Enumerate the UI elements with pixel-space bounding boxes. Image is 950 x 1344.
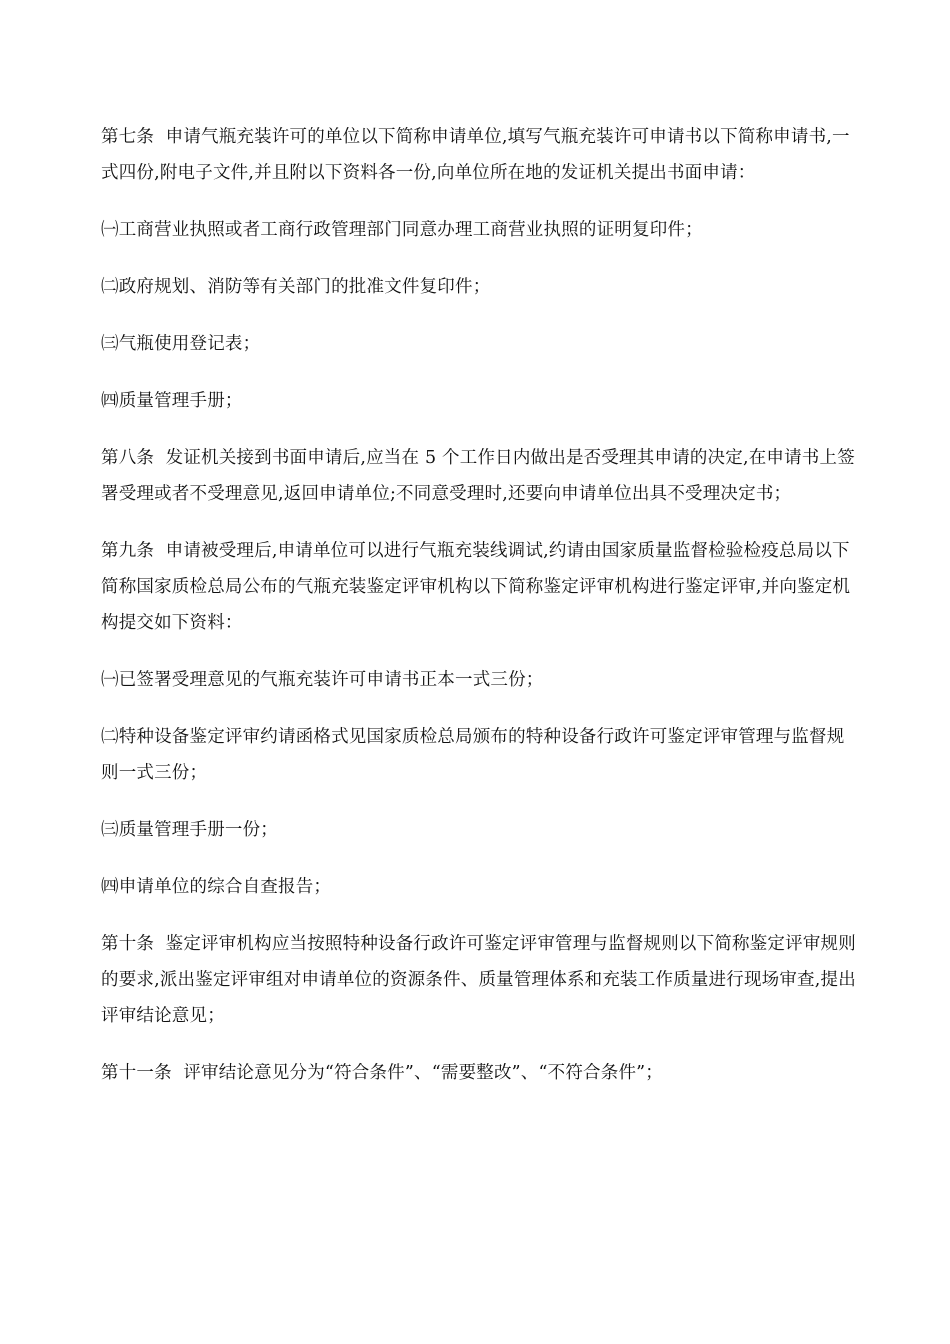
article-9-item-1: ㈠已签署受理意见的气瓶充装许可申请书正本一式三份； xyxy=(101,670,544,690)
article-7-paragraph: 第七条 申请气瓶充装许可的单位以下简称申请单位,填写气瓶充装许可申请书以下简称申请书,一式四份,附电子文件,并且附以下资料各一份,向单位所在地的发证机关提出书面申请： xyxy=(101,127,850,183)
article-9-item-4: ㈣申请单位的综合自查报告； xyxy=(101,877,332,897)
article-7-item-3: ㈢气瓶使用登记表； xyxy=(101,334,261,354)
document-body xyxy=(101,119,861,1112)
article-10-paragraph: 第十条 鉴定评审机构应当按照特种设备行政许可鉴定评审管理与监督规则以下简称鉴定评审规则的要求,派出鉴定评审组对申请单位的资源条件、质量管理体系和充装工作质量进行现场审查,提出评审结论意见； xyxy=(101,934,856,1026)
article-9-paragraph: 第九条 申请被受理后,申请单位可以进行气瓶充装线调试,约请由国家质量监督检验检疫总局以下简称国家质检总局公布的气瓶充装鉴定评审机构以下简称鉴定评审机构进行鉴定评审,并向鉴定机构提交如下资料： xyxy=(101,541,851,633)
article-7-item-4: ㈣质量管理手册； xyxy=(101,391,243,411)
article-7-item-2: ㈡政府规划、消防等有关部门的批准文件复印件； xyxy=(101,277,491,297)
article-11-paragraph: 第十一条 评审结论意见分为“符合条件”、“需要整改”、“不符合条件”； xyxy=(101,1063,664,1083)
article-9-item-3: ㈢质量管理手册一份； xyxy=(101,820,278,840)
article-9-item-2: ㈡特种设备鉴定评审约请函格式见国家质检总局颁布的特种设备行政许可鉴定评审管理与监督规则一式三份； xyxy=(101,727,845,783)
article-7-item-1: ㈠工商营业执照或者工商行政管理部门同意办理工商营业执照的证明复印件； xyxy=(101,220,703,240)
article-8-paragraph: 第八条 发证机关接到书面申请后,应当在 5 个工作日内做出是否受理其申请的决定,在申请书上签署受理或者不受理意见,返回申请单位;不同意受理时,还要向申请单位出具不受理决定书； xyxy=(101,448,855,504)
